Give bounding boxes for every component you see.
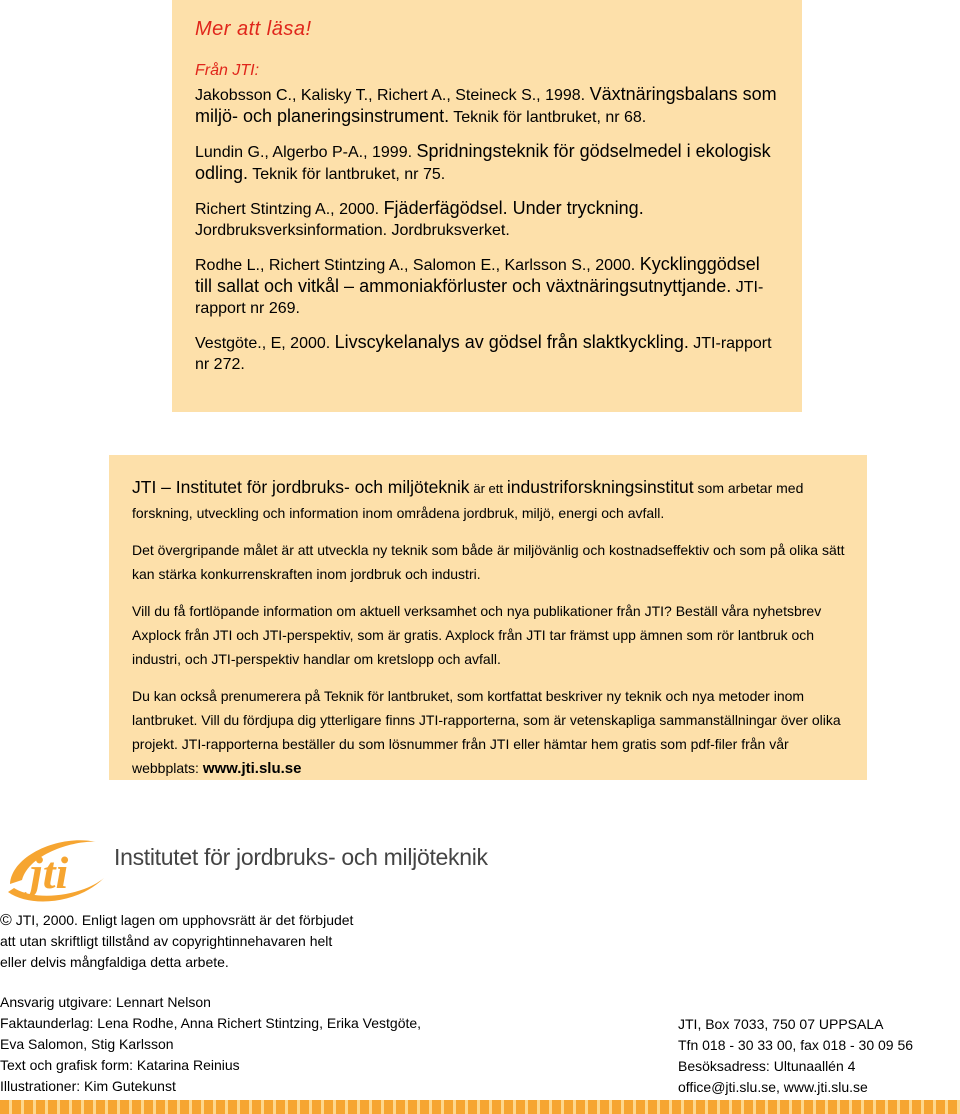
reading-title: Mer att läsa! xyxy=(195,18,312,40)
reference-authors: Lundin G., Algerbo P-A., 1999. xyxy=(195,144,413,161)
about-lead-type: industriforskningsinstitut xyxy=(506,477,694,497)
reference-title: Växtnäringsbalans som miljö- och planeringsinstrument. xyxy=(195,84,777,126)
reference-item xyxy=(195,254,780,319)
reference-authors: Jakobsson C., Kalisky T., Richert A., Steineck S., 1998. xyxy=(195,87,586,104)
address-block xyxy=(678,1014,913,1098)
website-link[interactable]: www.jti.slu.se xyxy=(202,760,302,777)
reference-series: JTI-rapport nr 272. xyxy=(195,335,772,373)
copyright-line-2: att utan skriftligt tillstånd av copyrightinnehavaren helt xyxy=(0,933,333,949)
about-lead-paragraph xyxy=(132,475,845,525)
reference-authors: Vestgöte., E, 2000. xyxy=(195,335,331,352)
copyright-notice xyxy=(0,910,353,973)
reference-authors: Rodhe L., Richert Stintzing A., Salomon E., Karlsson S., 2000. xyxy=(195,257,636,274)
imprint-facts: Faktaunderlag: Lena Rodhe, Anna Richert Stintzing, Erika Vestgöte, xyxy=(0,1015,422,1031)
footer-stripe xyxy=(0,1100,960,1114)
about-paragraph-newsletter: Vill du få fortlöpande information om aktuell verksamhet och nya publikationer från JTI? Beställ våra nyhetsbrev Axplock från JTI och JTI-perspektiv, som är gratis. Axplock från JTI tar främst upp ämnen som rör lantbruk och industri, och JTI-perspektiv handlar om kretslopp och avfall. xyxy=(132,603,822,667)
imprint-block xyxy=(0,992,421,1097)
reference-series: JTI-rapport nr 269. xyxy=(195,279,764,317)
reference-series: Jordbruksverksinformation. Jordbruksverket. xyxy=(195,222,510,239)
about-subscribe-text: Du kan också prenumerera på Teknik för lantbruket, som kortfattat beskriver ny teknik och nya metoder inom lantbruket. Vill du fördjupa dig ytterligare finns JTI-rapporterna, som är vetenskapliga sammanställningar över olika projekt. JTI-rapporterna beställer du som lösnummer från JTI eller hämtar hem gratis som pdf-filer från vår webbplats: xyxy=(132,688,841,776)
reading-list-box xyxy=(172,0,802,412)
imprint-illustrations: Illustrationer: Kim Gutekunst xyxy=(0,1078,176,1094)
reference-series: Teknik för lantbruket, nr 68. xyxy=(453,109,647,126)
imprint-publisher: Ansvarig utgivare: Lennart Nelson xyxy=(0,994,211,1010)
reference-item xyxy=(195,84,780,128)
copyright-symbol: © xyxy=(0,912,12,929)
copyright-line-3: eller delvis mångfaldiga detta arbete. xyxy=(0,954,229,970)
reference-series: Teknik för lantbruket, nr 75. xyxy=(252,166,446,183)
address-phone: Tfn 018 - 30 33 00, fax 018 - 30 09 56 xyxy=(678,1037,914,1053)
reference-item xyxy=(195,198,780,241)
imprint-facts-cont: Eva Salomon, Stig Karlsson xyxy=(0,1036,174,1052)
address-postal: JTI, Box 7033, 750 07 UPPSALA xyxy=(678,1016,884,1032)
reference-title: Livscykelanalys av gödsel från slaktkyckling. xyxy=(334,332,689,352)
address-contact[interactable]: office@jti.slu.se, www.jti.slu.se xyxy=(678,1079,868,1095)
reference-title: Fjäderfägödsel. Under tryckning. xyxy=(383,198,644,218)
reference-item xyxy=(195,332,780,375)
address-visit: Besöksadress: Ultunaallén 4 xyxy=(678,1058,856,1074)
reference-item xyxy=(195,141,780,185)
reading-subtitle: Från JTI: xyxy=(195,62,260,79)
jti-logo-icon xyxy=(0,832,120,906)
about-lead-name: JTI – Institutet för jordbruks- och miljöteknik xyxy=(132,477,470,497)
logo-text: jti xyxy=(30,847,69,898)
about-lead-rest: som arbetar med forskning, utveckling och information inom områdena jordbruk, miljö, energi och avfall. xyxy=(132,480,804,521)
copyright-line-1: © JTI, 2000. Enligt lagen om upphovsrätt är det förbjudet xyxy=(0,912,354,929)
about-paragraph-subscribe xyxy=(132,684,845,781)
reference-authors: Richert Stintzing A., 2000. xyxy=(195,201,380,218)
institute-name: Institutet för jordbruks- och miljöteknik xyxy=(114,844,488,870)
imprint-design: Text och grafisk form: Katarina Reinius xyxy=(0,1057,240,1073)
reference-title: Spridningsteknik för gödselmedel i ekologisk odling. xyxy=(195,141,771,183)
reference-title: Kycklinggödsel till sallat och vitkål – ammoniakförluster och växtnäringsutnyttjande. xyxy=(195,254,760,296)
about-jti-box xyxy=(109,455,867,780)
about-lead-is: är ett xyxy=(473,481,503,496)
about-paragraph-goal: Det övergripande målet är att utveckla ny teknik som både är miljövänlig och kostnadseffektiv och som på olika sätt kan stärka konkurrenskraften inom jordbruk och industri. xyxy=(132,542,845,582)
